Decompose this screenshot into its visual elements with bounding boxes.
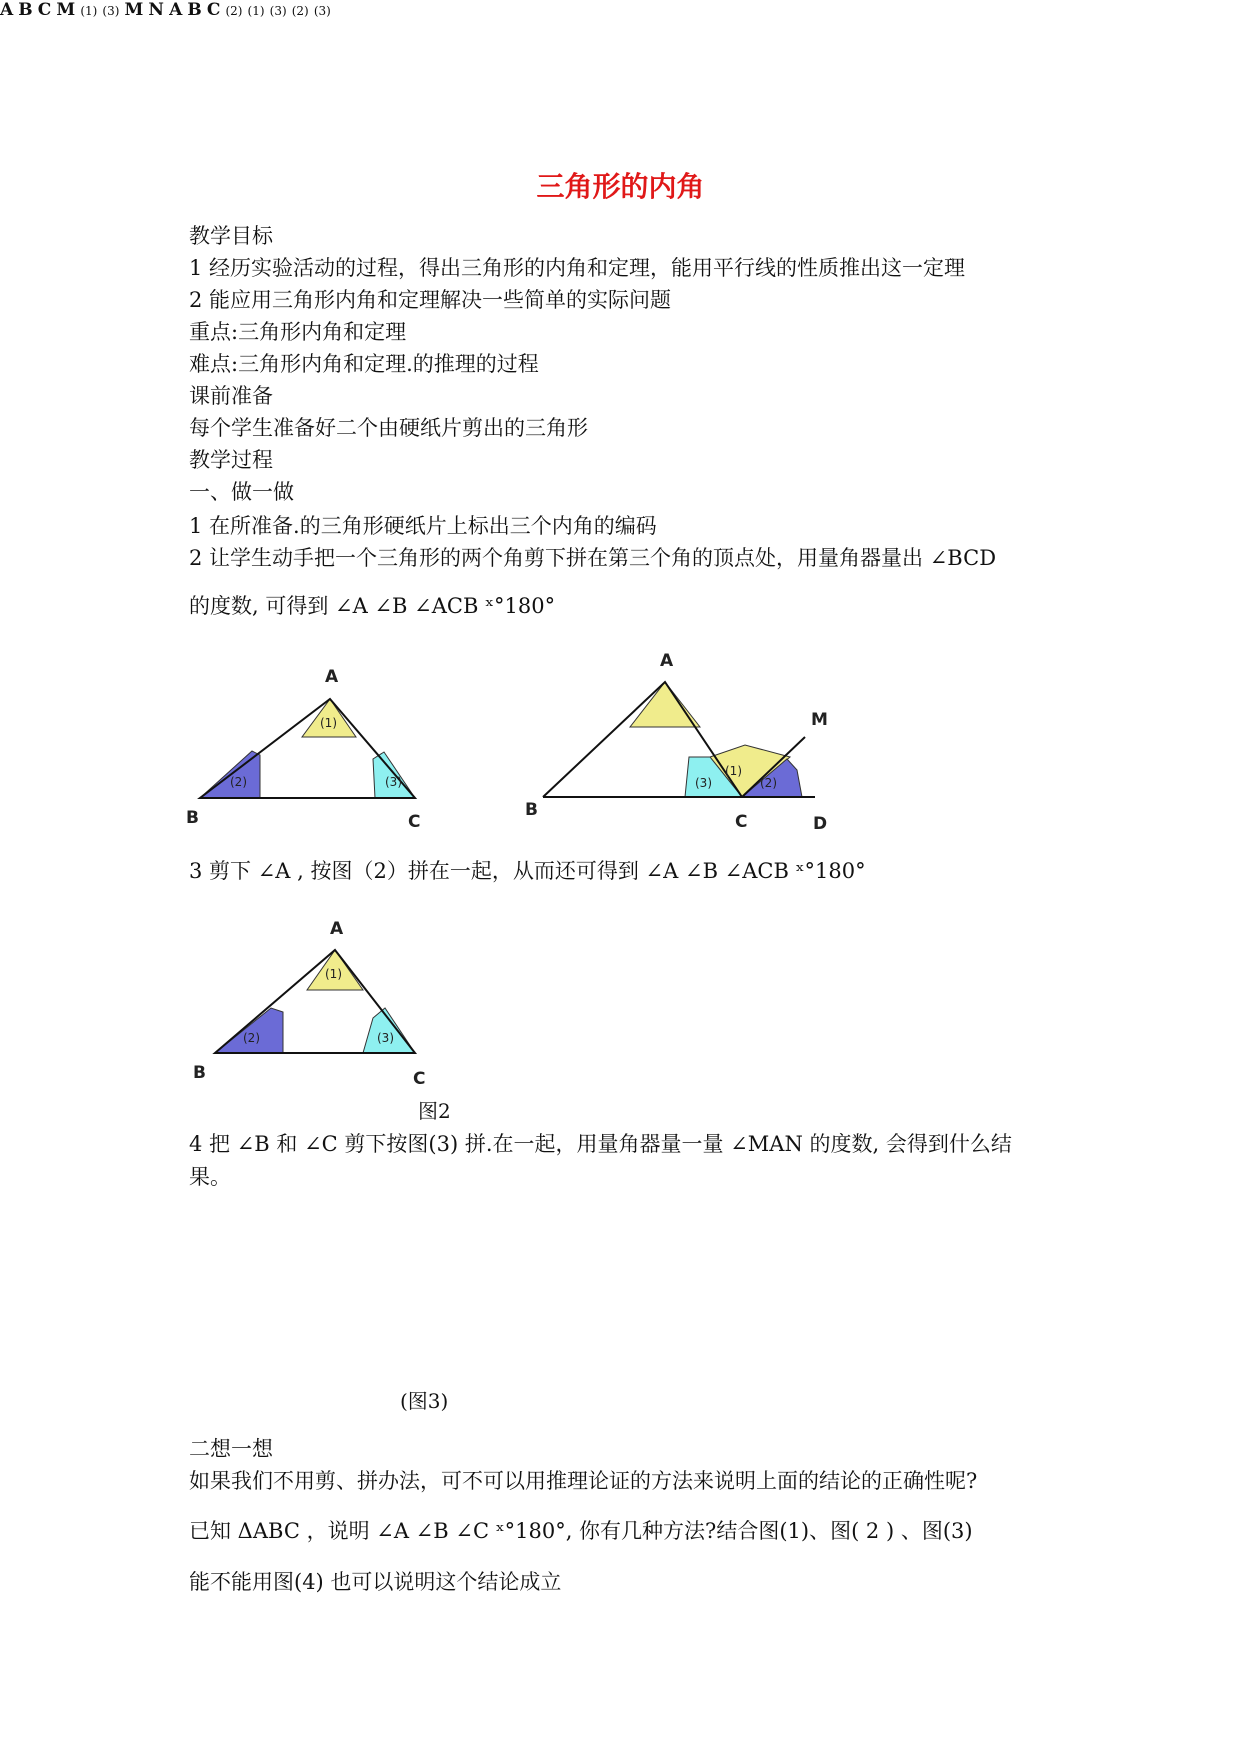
subsection-think: 二想一想: [189, 1437, 273, 1461]
vertex-a-label: A: [330, 919, 344, 939]
angle-1-label: (1): [247, 4, 265, 18]
section-heading-process: 教学过程: [189, 448, 273, 472]
point-d-label: D: [813, 814, 828, 834]
step-4: 4 把 ∠B 和 ∠C 剪下按图(3) 拼.在一起，用量角器量一量 ∠MAN 的度数, 会得到什么结: [189, 1132, 1012, 1156]
figure-3-caption: (图3): [400, 1389, 449, 1413]
step-3: 3 剪下 ∠A , 按图（2）拼在一起，从而还可得到 ∠A ∠B ∠ACB ˣ°180°: [189, 859, 866, 883]
angle-2-top-label: (2): [225, 4, 243, 18]
point-m-label: M: [124, 0, 144, 20]
angle-2-label: (2): [291, 4, 309, 18]
page-title: 三角形的内角: [536, 170, 705, 203]
step-2-continued: 的度数, 可得到 ∠A ∠B ∠ACB ˣ°180°: [189, 594, 556, 618]
angle-3-label: (3): [377, 1031, 394, 1045]
angle-1-label: (1): [320, 716, 337, 730]
point-m-label: M: [56, 0, 76, 20]
figure-3: [280, 1195, 590, 1400]
vertex-a-label: A: [325, 667, 339, 687]
angle-2-label: (2): [243, 1031, 260, 1045]
vertex-c-label: C: [408, 812, 421, 830]
figure-2-left: [185, 910, 445, 1095]
section-heading-objectives: 教学目标: [189, 224, 273, 248]
section-heading-preparation: 课前准备: [189, 384, 273, 408]
angle-1-label: (1): [325, 967, 342, 981]
figure-1-left: [180, 655, 440, 830]
vertex-c-label: C: [37, 0, 52, 20]
vertex-b-label: B: [187, 0, 202, 20]
point-n-label: N: [148, 0, 164, 20]
angle-2-label: (2): [230, 775, 247, 789]
final-question: 能不能用图(4) 也可以说明这个结论成立: [189, 1570, 562, 1594]
angle-1-label: (1): [80, 4, 98, 18]
objective-1: 1 经历实验活动的过程，得出三角形的内角和定理，能用平行线的性质推出这一定理: [189, 256, 966, 280]
angle-3-label: (3): [695, 776, 712, 790]
step-4-continued: 果。: [189, 1165, 231, 1189]
key-point: 重点:三角形内角和定理: [189, 320, 407, 344]
vertex-a-label: A: [0, 0, 14, 20]
vertex-c-label: C: [206, 0, 221, 20]
vertex-b-label: B: [18, 0, 33, 20]
angle-3-label: (3): [313, 4, 331, 18]
vertex-b-label: B: [525, 800, 538, 820]
angle-1-label: (1): [725, 764, 742, 778]
angle-2-label: (2): [760, 776, 777, 790]
vertex-b-label: B: [186, 808, 199, 828]
vertex-a-label: A: [660, 651, 674, 671]
figure-2-caption: 图2: [418, 1099, 451, 1123]
figure-2-right: [520, 905, 840, 1085]
step-2: 2 让学生动手把一个三角形的两个角剪下拼在第三个角的顶点处，用量角器量出 ∠BCD: [189, 546, 997, 570]
think-question: 如果我们不用剪、拼办法，可不可以用推理论证的方法来说明上面的结论的正确性呢?: [189, 1469, 978, 1493]
difficult-point: 难点:三角形内角和定理.的推理的过程: [189, 352, 539, 376]
point-m-label: M: [811, 710, 828, 730]
figure-1-right: [515, 645, 855, 835]
angle-3-label: (3): [385, 775, 402, 789]
vertex-a-label: A: [169, 0, 183, 20]
subsection-do: 一、做一做: [189, 480, 294, 504]
preparation-text: 每个学生准备好二个由硬纸片剪出的三角形: [189, 416, 588, 440]
objective-2: 2 能应用三角形内角和定理解决一些简单的实际问题: [189, 288, 672, 312]
vertex-c-label: C: [413, 1069, 426, 1089]
given-statement: 已知 ΔABC ，说明 ∠A ∠B ∠C ˣ°180°, 你有几种方法?结合图(1)、图( 2 ) 、图(3): [189, 1519, 973, 1543]
angle-3-label: (3): [102, 4, 120, 18]
angle-3-top-label: (3): [269, 4, 287, 18]
vertex-b-label: B: [193, 1063, 206, 1083]
vertex-c-label: C: [735, 812, 748, 832]
step-1: 1 在所准备.的三角形硬纸片上标出三个内角的编码: [189, 514, 657, 538]
